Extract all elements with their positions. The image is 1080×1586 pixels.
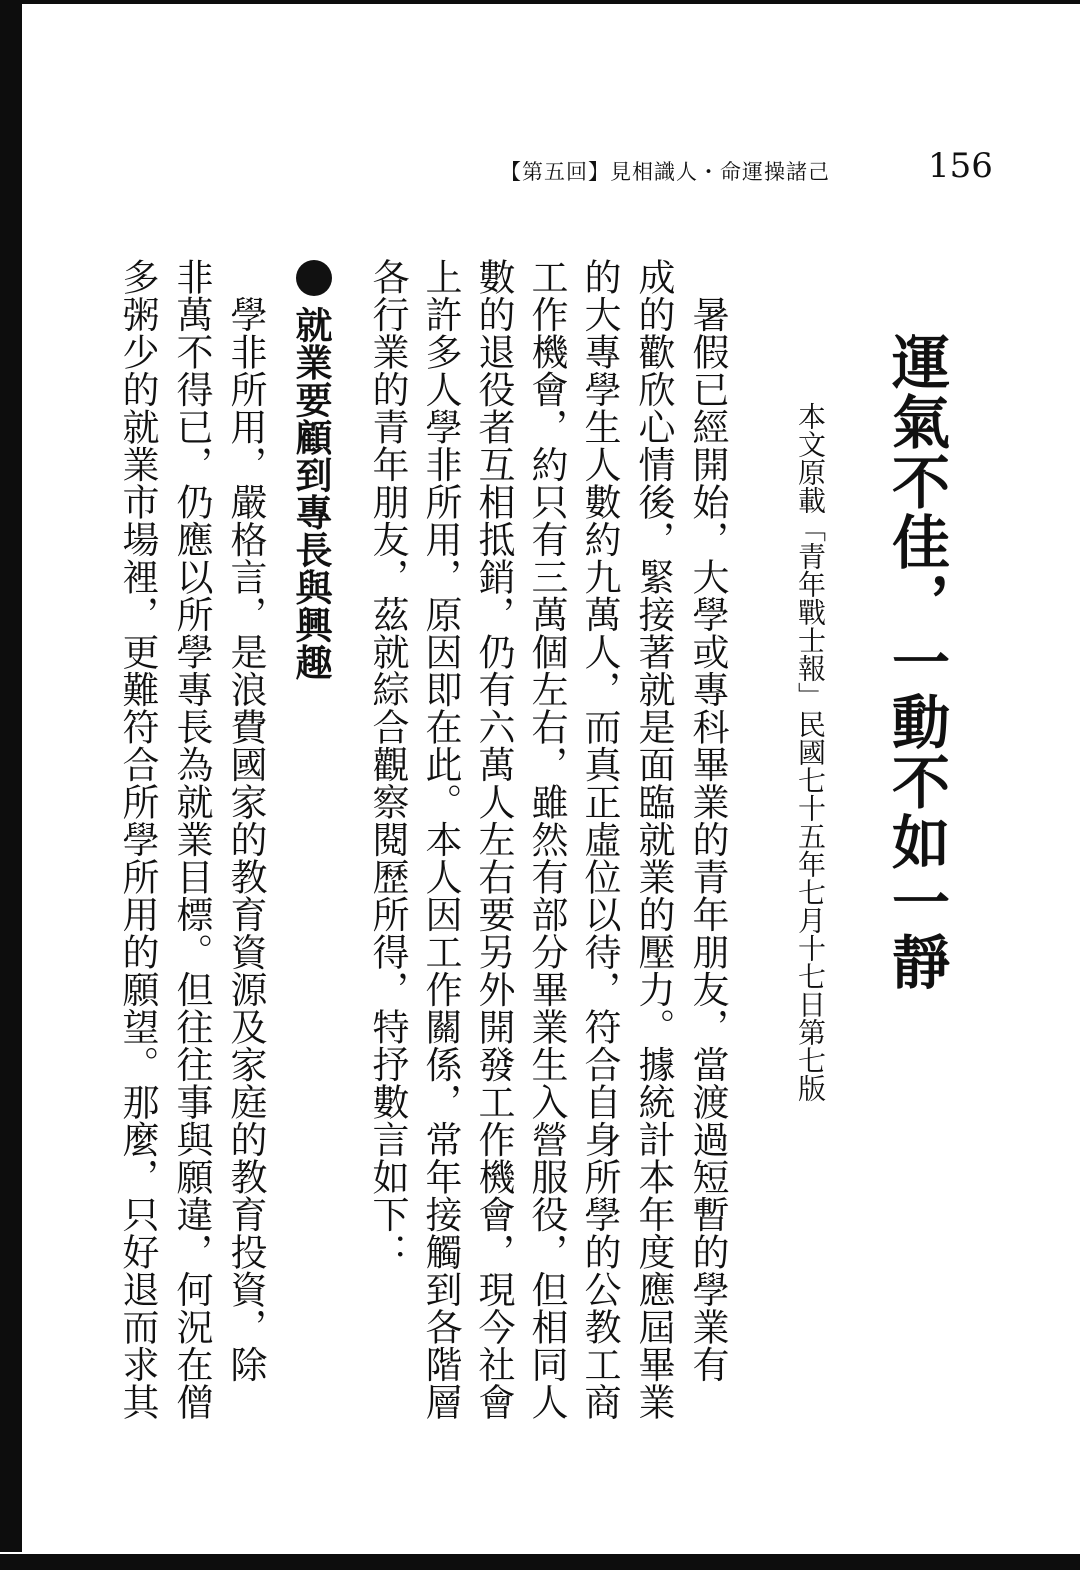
paragraph-line: 上許多人學非所用，原因即在此。本人因工作關係，常年接觸到各階層 — [419, 258, 462, 1421]
running-head: 【第五回】見相識人・命運操諸己 — [500, 160, 830, 184]
section-bullet-icon — [296, 260, 332, 296]
paragraph-line: 學非所用，嚴格言，是浪費國家的教育資源及家庭的教育投資，除 — [224, 258, 267, 1383]
source-note: 本文原載「青年戰士報」民國七十五年七月十七日第七版 — [794, 402, 827, 1102]
page-number: 156 — [928, 146, 993, 186]
paragraph-line: 各行業的青年朋友，茲就綜合觀察閱歷所得，特抒數言如下： — [366, 258, 409, 1271]
paragraph-line: 多粥少的就業市場裡，更難符合所學所用的願望。那麼，只好退而求其 — [116, 258, 159, 1421]
paragraph-line: 數的退役者互相抵銷，仍有六萬人左右要另外開發工作機會，現今社會 — [472, 258, 515, 1421]
section-heading: 就業要顧到專長與興趣 — [289, 306, 333, 681]
article-title: 運氣不佳，一動不如一靜 — [882, 332, 950, 992]
paragraph-line: 工作機會，約只有三萬個左右，雖然有部分畢業生入營服役，但相同人 — [525, 258, 568, 1421]
paragraph-line: 暑假已經開始，大學或專科畢業的青年朋友，當渡過短暫的學業有 — [686, 258, 729, 1383]
scan-border-top — [0, 0, 1080, 4]
scan-border-bottom — [0, 1554, 1080, 1570]
scan-border-left — [0, 0, 22, 1586]
paragraph-line: 成的歡欣心情後，緊接著就是面臨就業的壓力。據統計本年度應屆畢業 — [632, 258, 675, 1421]
paragraph-line: 的大專學生人數約九萬人，而真正虛位以待，符合自身所學的公教工商 — [578, 258, 621, 1421]
paragraph-line: 非萬不得已，仍應以所學專長為就業目標。但往往事與願違，何況在僧 — [170, 258, 213, 1421]
